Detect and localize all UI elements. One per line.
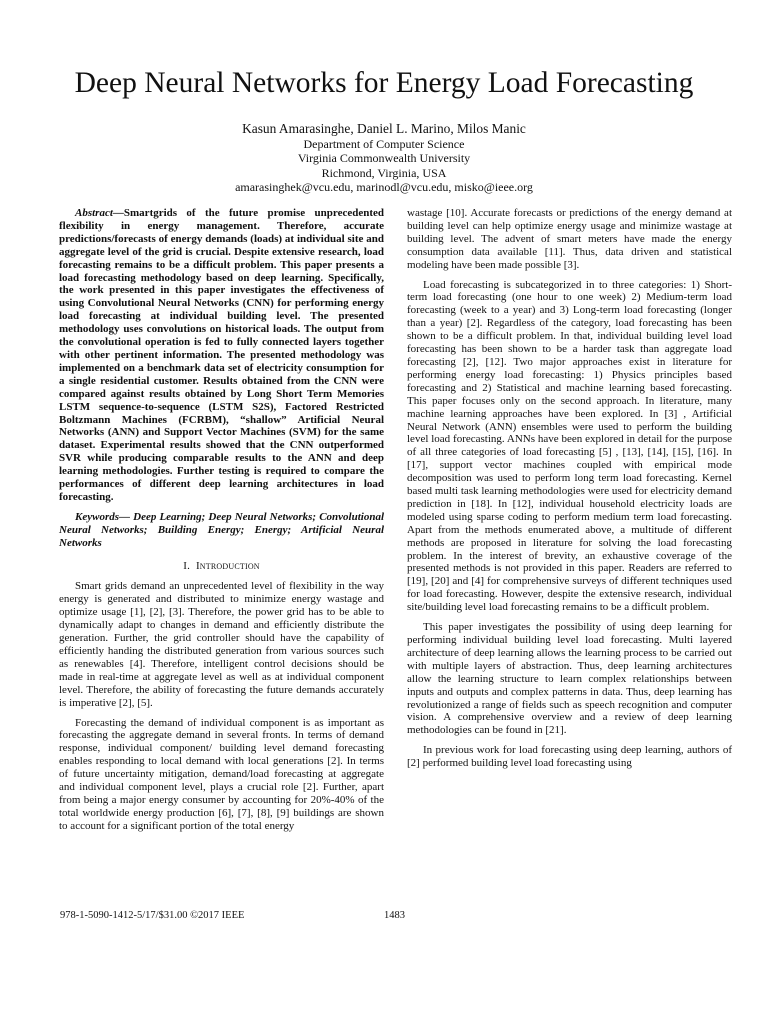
keywords: Keywords— Deep Learning; Deep Neural Networks; Convolutional Neural Networks; Building Energy; Energy; Artificial Neural Networks — [59, 510, 384, 549]
paper-title: Deep Neural Networks for Energy Load Forecasting — [74, 67, 694, 99]
affiliation-location: Richmond, Virginia, USA — [321, 165, 447, 180]
right-paragraph-3: This paper investigates the possibility of using deep learning for performing individual building level load forecasting. Multi layered architecture of deep learning allows the learning process to be carried out with multiple layers of abstraction. Thus, deep learning architectures allow the learning structure to learn complex relationships between inputs and outputs and complex patterns in data. Thus, deep learning has revolutionized a range of fields such as speech recognition and computer vision. A comprehensive overview and a review of deep learning methodologies can be found in [21]. — [407, 621, 732, 737]
section-heading-introduction — [59, 560, 384, 573]
author-list: Kasun Amarasinghe, Daniel L. Marino, Milos Manic — [242, 121, 526, 136]
left-paragraph-2: Forecasting the demand of individual component is as important as forecasting the aggregate demand in several fronts. In terms of demand response, individual component/ building level demand forecasting enables responding to local demand with local generations [2]. In terms of future uncertainty mitigation, demand/load forecasting at aggregate and individual component level, plays a crucial role [2]. Further, apart from being a major energy consumer by accounting for 20%-40% of the total worldwide energy production [6], [7], [8], [9] buildings are shown to account for a significant portion of the total energy — [59, 716, 384, 832]
section-number: I. — [183, 559, 191, 572]
right-column — [407, 207, 732, 777]
affiliation-department: Department of Computer Science — [303, 137, 465, 151]
affiliation-university: Virginia Commonwealth University — [297, 151, 471, 166]
footer-isbn: 978-1-5090-1412-5/17/$31.00 ©2017 IEEE — [60, 910, 245, 921]
right-paragraph-2: Load forecasting is subcategorized in to three categories: 1) Short-term load forecasting (one hour to one week) 2) Medium-term load forecasting (week to a year) and 3) Long-term load forecasting (longer than a year) [2]. Regardless of the category, load forecasting has been shown to be a difficult problem. In that, individual building level load forecasting has been shown to be a harder task than aggregate load forecasting [2], [12]. Two major approaches exist in literature for performing energy load forecasting: 1) Physics principles based forecasting and 2) Statistical and machine learning based forecasting. This paper focuses only on the second approach. In literature, many machine learning approaches have been explored. In [3] , Artificial Neural Network (ANN) ensembles were used to perform the building level load forecasting. ANNs have been explored in detail for the purpose of all three categories of load forecasting [5] , [13], [14], [15], [16]. In [17], support vector machines coupled with empirical mode decomposition was used to perform long term load forecasting. Kernel based multi task learning methodologies were used for electricity demand prediction in [18]. In [12], individual household electricity loads are modeled using sparse coding to perform medium term load forecasting. Apart from the methods enumerated above, a multitude of different methods are proposed in literature for solving the load forecasting problem. In the interest of brevity, an exhaustive coverage of the presented methods is not provided in this paper. Readers are referred to [19], [20] and [4] for comprehensive surveys of different techniques used for load forecasting. However, despite the extensive research, individual site/building level load forecasting remains to be a difficult problem. — [407, 278, 732, 614]
right-paragraph-4: In previous work for load forecasting using deep learning, authors of [2] performed building level load forecasting using — [407, 744, 732, 770]
section-title: Introduction — [195, 559, 260, 572]
right-paragraph-1: wastage [10]. Accurate forecasts or predictions of the energy demand at building level can help optimize energy usage and minimize wastage at building level. The advent of smart meters have made the energy consumption data available [11]. Thus, data driven and statistical modeling have been made possible [3]. — [407, 207, 732, 271]
left-column — [59, 207, 384, 840]
affiliation-emails: amarasinghek@vcu.edu, marinodl@vcu.edu, misko@ieee.org — [235, 180, 533, 195]
abstract-lead: Abstract— — [75, 207, 124, 219]
abstract-text: Smartgrids of the future promise unprecedented flexibility in energy management. Therefore, accurate predictions/forecasts of energy demands (loads) at individual site and aggregate level of the grid is crucial. Despite extensive research, load forecasting remains to be a difficult problem. This paper presents a load forecasting methodology based on deep learning. Specifically, the work presented in this paper investigates the effectiveness of using Convolutional Neural Networks (CNN) for performing energy load forecasting at individual building level. The presented methodology uses convolutions on historical loads. The output from the convolutional operation is fed to fully connected layers together with other pertinent information. The presented methodology was implemented on a benchmark data set of electricity consumption for a single residential customer. Results obtained from the CNN were compared against results obtained by Long Short Term Memories LSTM sequence-to-sequence (LSTM S2S), Factored Restricted Boltzmann Machines (FCRBM), “shallow” Artificial Neural Networks (ANN) and Support Vector Machines (SVM) for the same dataset. Experimental results showed that the CNN outperformed SVR while producing comparable results to the ANN and deep learning methodologies. Further testing is required to compare the performances of different deep learning architectures in load forecasting. — [59, 207, 384, 503]
left-paragraph-1: Smart grids demand an unprecedented level of flexibility in the way energy is generated and distributed to minimize energy wastage and optimize usage [1], [2], [3]. Therefore, the power grid has to be able to dynamically adapt to changes in demand and efficiently distribute the generation. Further, the grid controller should have the capability of efficiently handing the distributed generation from various sources such as renewables [4]. Therefore, intelligent control decisions should be made in real-time at aggregate level as well as at individual component level. Therefore, the ability of forecasting the future demands accurately is imperative [2], [5]. — [59, 580, 384, 709]
affiliation-block — [40, 137, 728, 195]
abstract — [59, 207, 384, 504]
footer-page-number: 1483 — [384, 910, 405, 921]
